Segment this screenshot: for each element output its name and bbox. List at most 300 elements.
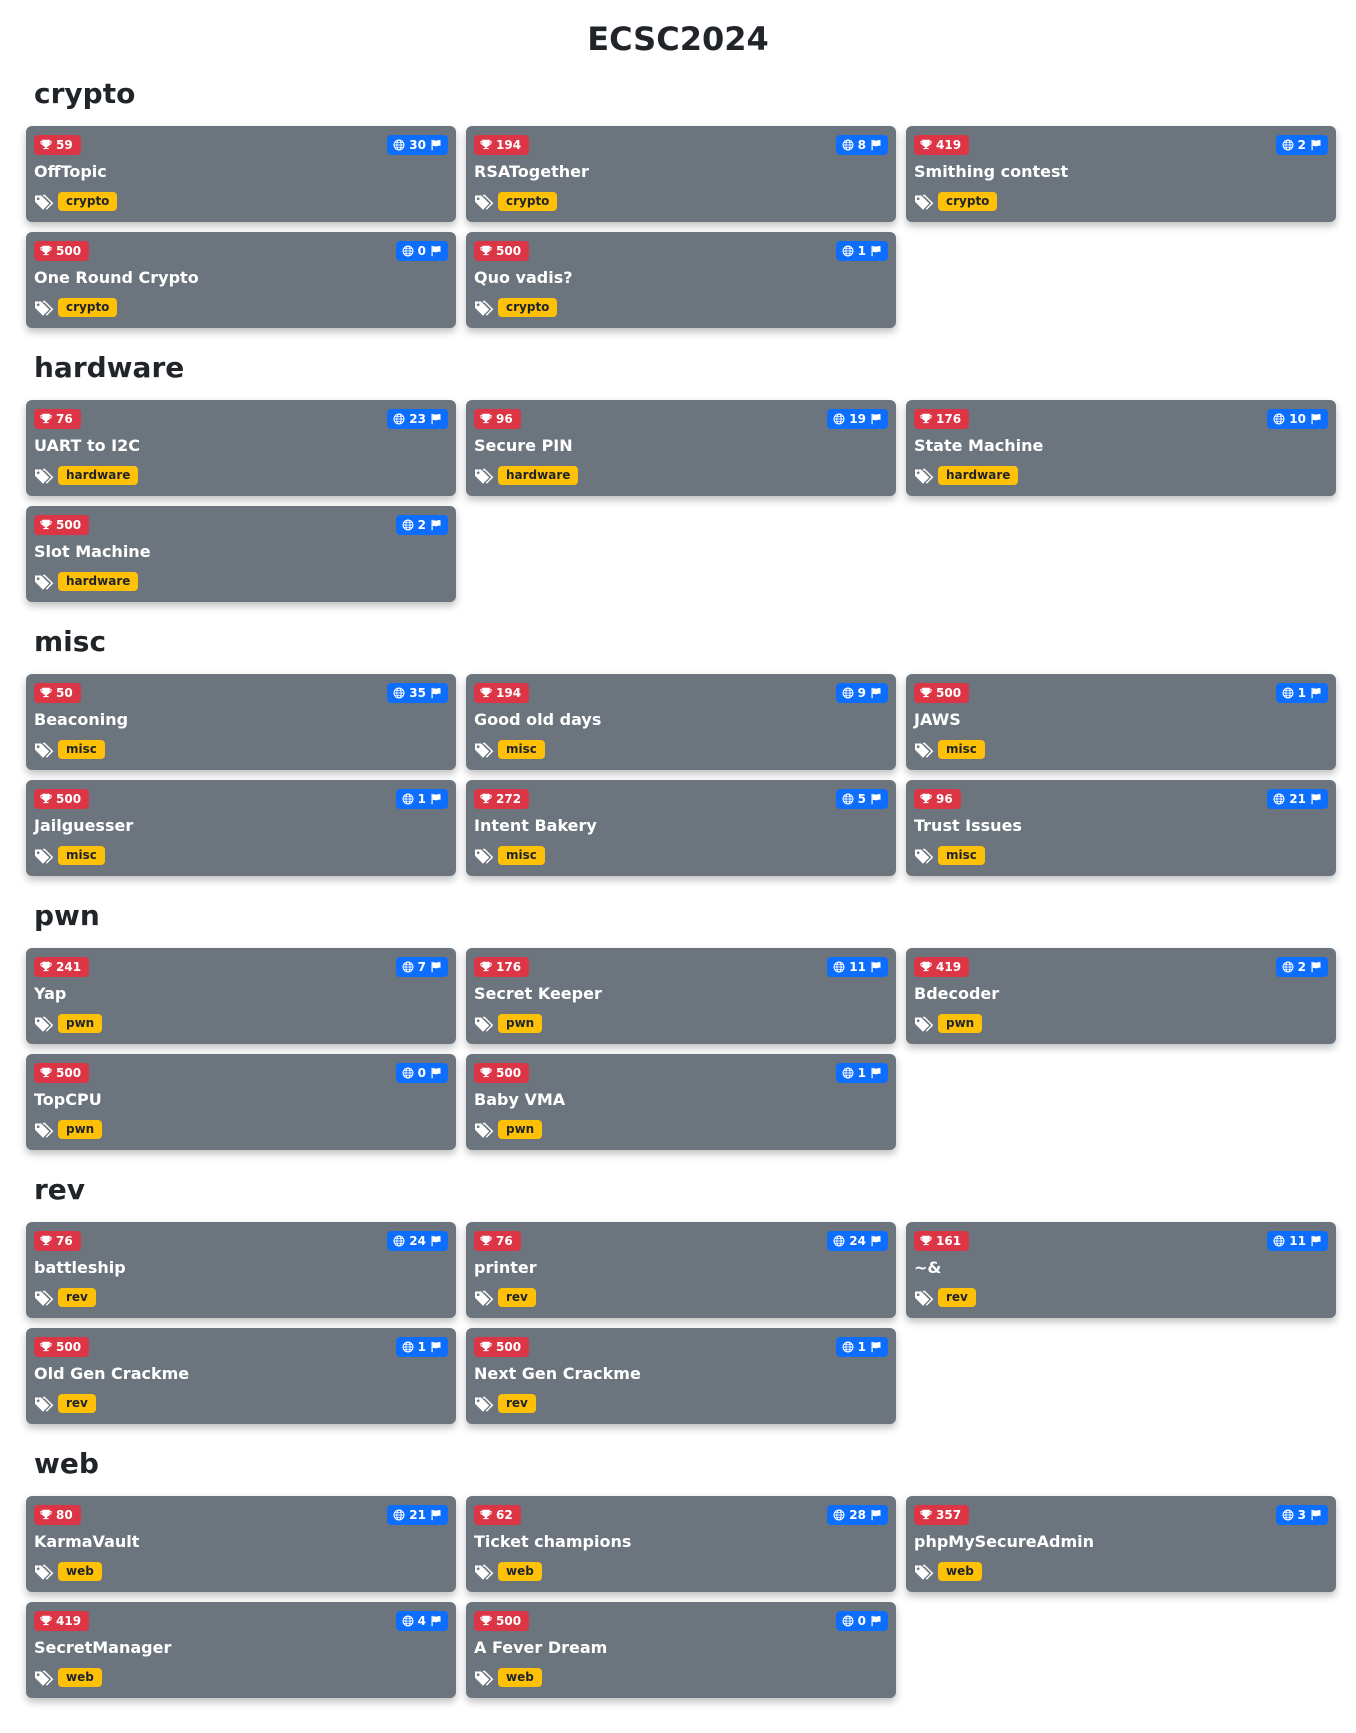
solves-badge: [1276, 1505, 1328, 1525]
tags-icon: [34, 1122, 54, 1138]
challenge-card[interactable]: [26, 506, 456, 602]
challenge-card[interactable]: [466, 1496, 896, 1592]
solves-value: 1: [857, 1066, 866, 1080]
flag-icon: [870, 1067, 882, 1079]
challenge-title: SecretManager: [34, 1638, 172, 1657]
tags-icon: [34, 1016, 54, 1032]
category-heading: misc: [34, 625, 107, 658]
category-tag[interactable]: crypto: [58, 298, 117, 317]
challenge-title: phpMySecureAdmin: [914, 1532, 1095, 1551]
category-tag[interactable]: web: [498, 1668, 542, 1687]
category-tag[interactable]: crypto: [498, 298, 557, 317]
tags-icon: [34, 300, 54, 316]
category-tag[interactable]: crypto: [498, 192, 557, 211]
solves-badge: [396, 957, 448, 977]
tags-icon: [474, 300, 494, 316]
category-tag[interactable]: hardware: [498, 466, 578, 485]
tags-icon: [914, 742, 934, 758]
trophy-icon: [40, 1615, 52, 1627]
points-badge: [914, 135, 969, 155]
flag-icon: [430, 139, 442, 151]
points-value: 419: [936, 138, 962, 152]
points-badge: [34, 1611, 89, 1631]
challenge-card[interactable]: [26, 232, 456, 328]
globe-icon: [402, 1067, 414, 1079]
challenge-title: Smithing contest: [914, 162, 1069, 181]
challenge-title: Old Gen Crackme: [34, 1364, 190, 1383]
points-badge: [34, 135, 81, 155]
challenge-title: ~&: [914, 1258, 942, 1277]
category-tag[interactable]: misc: [938, 740, 985, 759]
flag-icon: [1310, 413, 1322, 425]
flag-icon: [430, 1341, 442, 1353]
points-badge: [474, 241, 529, 261]
category-tag[interactable]: pwn: [938, 1014, 982, 1033]
challenge-card[interactable]: [906, 1222, 1336, 1318]
challenge-card[interactable]: [906, 1496, 1336, 1592]
solves-badge: [836, 1337, 888, 1357]
solves-badge: [387, 1505, 448, 1525]
solves-value: 3: [1297, 1508, 1306, 1522]
challenge-grid: [26, 1496, 1330, 1698]
flag-icon: [870, 1509, 882, 1521]
solves-value: 0: [417, 244, 426, 258]
globe-icon: [402, 1341, 414, 1353]
solves-value: 4: [417, 1614, 426, 1628]
points-value: 419: [936, 960, 962, 974]
challenge-title: State Machine: [914, 436, 1044, 455]
category-tag[interactable]: hardware: [938, 466, 1018, 485]
trophy-icon: [40, 1235, 52, 1247]
solves-value: 21: [409, 1508, 426, 1522]
challenge-title: Trust Issues: [914, 816, 1022, 835]
flag-icon: [430, 793, 442, 805]
solves-value: 1: [417, 792, 426, 806]
solves-value: 2: [417, 518, 426, 532]
trophy-icon: [40, 245, 52, 257]
challenge-grid: [26, 948, 1330, 1150]
page-title: ECSC2024: [587, 20, 769, 58]
tags-icon: [914, 194, 934, 210]
points-badge: [474, 957, 529, 977]
category-tag[interactable]: crypto: [938, 192, 997, 211]
tag-row: [914, 192, 997, 211]
challenge-card[interactable]: [466, 126, 896, 222]
tags-icon: [914, 1290, 934, 1306]
challenge-card[interactable]: [466, 1054, 896, 1150]
tag-row: [474, 1014, 542, 1033]
category-tag[interactable]: rev: [58, 1394, 96, 1413]
challenge-card[interactable]: [466, 1222, 896, 1318]
tags-icon: [474, 1670, 494, 1686]
solves-badge: [1267, 789, 1328, 809]
flag-icon: [1310, 1235, 1322, 1247]
solves-badge: [396, 1611, 448, 1631]
challenge-title: UART to I2C: [34, 436, 141, 455]
trophy-icon: [40, 413, 52, 425]
category-heading: rev: [34, 1173, 86, 1206]
category-tag[interactable]: misc: [498, 740, 545, 759]
challenge-card[interactable]: [26, 1328, 456, 1424]
tags-icon: [34, 1564, 54, 1580]
solves-value: 7: [417, 960, 426, 974]
trophy-icon: [920, 139, 932, 151]
trophy-icon: [480, 245, 492, 257]
points-value: 500: [56, 792, 82, 806]
tag-row: [34, 1120, 102, 1139]
globe-icon: [842, 793, 854, 805]
challenge-card[interactable]: [26, 948, 456, 1044]
tags-icon: [34, 1670, 54, 1686]
challenge-card[interactable]: [26, 674, 456, 770]
trophy-icon: [480, 1067, 492, 1079]
solves-value: 28: [849, 1508, 866, 1522]
trophy-icon: [40, 687, 52, 699]
trophy-icon: [920, 687, 932, 699]
flag-icon: [870, 413, 882, 425]
flag-icon: [430, 1067, 442, 1079]
challenge-card[interactable]: [906, 400, 1336, 496]
solves-value: 24: [849, 1234, 866, 1248]
flag-icon: [870, 961, 882, 973]
challenge-card[interactable]: [906, 948, 1336, 1044]
solves-value: 5: [857, 792, 866, 806]
challenge-card[interactable]: [26, 1602, 456, 1698]
flag-icon: [430, 245, 442, 257]
tags-icon: [34, 742, 54, 758]
flag-icon: [870, 1341, 882, 1353]
solves-badge: [836, 135, 888, 155]
tags-icon: [474, 1016, 494, 1032]
globe-icon: [833, 1509, 845, 1521]
solves-badge: [836, 1611, 888, 1631]
flag-icon: [430, 1235, 442, 1247]
points-value: 50: [56, 686, 73, 700]
flag-icon: [430, 413, 442, 425]
tags-icon: [914, 1564, 934, 1580]
points-value: 500: [56, 518, 82, 532]
category-tag[interactable]: rev: [938, 1288, 976, 1307]
flag-icon: [1310, 793, 1322, 805]
trophy-icon: [480, 687, 492, 699]
challenge-card[interactable]: [26, 400, 456, 496]
solves-badge: [836, 683, 888, 703]
globe-icon: [1282, 1509, 1294, 1521]
challenge-card[interactable]: [466, 400, 896, 496]
flag-icon: [870, 687, 882, 699]
category-section-misc: [26, 624, 1330, 876]
flag-icon: [430, 1615, 442, 1627]
trophy-icon: [480, 413, 492, 425]
solves-value: 21: [1289, 792, 1306, 806]
tag-row: [34, 192, 117, 211]
category-tag[interactable]: rev: [58, 1288, 96, 1307]
points-value: 96: [936, 792, 953, 806]
challenge-card[interactable]: [466, 780, 896, 876]
solves-badge: [836, 241, 888, 261]
solves-badge: [387, 683, 448, 703]
globe-icon: [393, 1509, 405, 1521]
challenge-card[interactable]: [26, 1222, 456, 1318]
points-value: 357: [936, 1508, 962, 1522]
flag-icon: [430, 687, 442, 699]
points-value: 96: [496, 412, 513, 426]
category-heading: crypto: [34, 77, 136, 110]
flag-icon: [1310, 961, 1322, 973]
tags-icon: [914, 848, 934, 864]
challenge-title: A Fever Dream: [474, 1638, 608, 1657]
points-value: 62: [496, 1508, 513, 1522]
category-tag[interactable]: web: [938, 1562, 982, 1581]
trophy-icon: [40, 961, 52, 973]
category-tag[interactable]: rev: [498, 1288, 536, 1307]
points-badge: [34, 789, 89, 809]
challenge-card[interactable]: [466, 674, 896, 770]
tag-row: [34, 846, 105, 865]
tag-row: [474, 192, 557, 211]
tags-icon: [34, 848, 54, 864]
globe-icon: [833, 413, 845, 425]
tag-row: [34, 740, 105, 759]
category-tag[interactable]: rev: [498, 1394, 536, 1413]
challenge-card[interactable]: [466, 232, 896, 328]
solves-value: 2: [1297, 960, 1306, 974]
category-tag[interactable]: hardware: [58, 572, 138, 591]
points-value: 176: [936, 412, 962, 426]
flag-icon: [870, 1615, 882, 1627]
tags-icon: [474, 742, 494, 758]
challenge-title: Ticket champions: [474, 1532, 632, 1551]
solves-badge: [396, 1337, 448, 1357]
solves-badge: [396, 789, 448, 809]
tags-icon: [34, 1396, 54, 1412]
category-tag[interactable]: hardware: [58, 466, 138, 485]
challenge-title: Intent Bakery: [474, 816, 597, 835]
points-badge: [34, 409, 81, 429]
category-tag[interactable]: pwn: [58, 1120, 102, 1139]
points-badge: [914, 1505, 969, 1525]
flag-icon: [430, 1509, 442, 1521]
tags-icon: [474, 1396, 494, 1412]
category-tag[interactable]: misc: [498, 846, 545, 865]
challenge-title: RSATogether: [474, 162, 589, 181]
globe-icon: [842, 1341, 854, 1353]
globe-icon: [402, 961, 414, 973]
trophy-icon: [480, 139, 492, 151]
solves-value: 24: [409, 1234, 426, 1248]
tag-row: [474, 846, 545, 865]
solves-value: 23: [409, 412, 426, 426]
points-value: 194: [496, 138, 522, 152]
solves-badge: [827, 409, 888, 429]
points-badge: [34, 957, 89, 977]
solves-value: 8: [857, 138, 866, 152]
tag-row: [34, 1394, 96, 1413]
category-section-pwn: [26, 898, 1330, 1150]
trophy-icon: [480, 1615, 492, 1627]
solves-value: 30: [409, 138, 426, 152]
category-tag[interactable]: web: [58, 1562, 102, 1581]
challenge-card[interactable]: [906, 780, 1336, 876]
category-heading: web: [34, 1447, 99, 1480]
category-tag[interactable]: pwn: [498, 1120, 542, 1139]
challenge-title: TopCPU: [34, 1090, 102, 1109]
category-section-hardware: [26, 350, 1330, 602]
tag-row: [34, 572, 138, 591]
category-tag[interactable]: pwn: [58, 1014, 102, 1033]
points-value: 161: [936, 1234, 962, 1248]
trophy-icon: [40, 1067, 52, 1079]
points-value: 76: [56, 1234, 73, 1248]
challenge-title: Yap: [34, 984, 67, 1003]
flag-icon: [1310, 139, 1322, 151]
challenge-title: JAWS: [914, 710, 961, 729]
solves-badge: [1267, 1231, 1328, 1251]
trophy-icon: [40, 793, 52, 805]
challenge-title: OffTopic: [34, 162, 107, 181]
challenge-card[interactable]: [466, 1602, 896, 1698]
flag-icon: [1310, 687, 1322, 699]
tag-row: [914, 1288, 976, 1307]
category-tag[interactable]: pwn: [498, 1014, 542, 1033]
category-section-crypto: [26, 76, 1330, 328]
tag-row: [474, 1562, 542, 1581]
category-tag[interactable]: web: [58, 1668, 102, 1687]
solves-value: 1: [857, 1340, 866, 1354]
points-badge: [34, 241, 89, 261]
points-badge: [474, 135, 529, 155]
trophy-icon: [920, 1509, 932, 1521]
tags-icon: [34, 194, 54, 210]
solves-value: 2: [1297, 138, 1306, 152]
trophy-icon: [40, 1509, 52, 1521]
challenge-card[interactable]: [26, 780, 456, 876]
category-tag[interactable]: misc: [58, 740, 105, 759]
points-value: 500: [56, 244, 82, 258]
globe-icon: [393, 687, 405, 699]
solves-badge: [836, 789, 888, 809]
solves-value: 9: [857, 686, 866, 700]
globe-icon: [393, 413, 405, 425]
challenge-title: Secret Keeper: [474, 984, 602, 1003]
solves-badge: [1276, 135, 1328, 155]
solves-value: 19: [849, 412, 866, 426]
flag-icon: [870, 139, 882, 151]
category-heading: hardware: [34, 351, 185, 384]
points-badge: [474, 1063, 529, 1083]
points-badge: [474, 683, 529, 703]
globe-icon: [833, 961, 845, 973]
challenge-card[interactable]: [906, 126, 1336, 222]
trophy-icon: [920, 961, 932, 973]
tags-icon: [34, 574, 54, 590]
globe-icon: [1273, 1235, 1285, 1247]
challenge-title: battleship: [34, 1258, 126, 1277]
challenge-title: Jailguesser: [34, 816, 134, 835]
challenge-card[interactable]: [466, 1328, 896, 1424]
category-section-web: [26, 1446, 1330, 1698]
flag-icon: [870, 793, 882, 805]
solves-badge: [827, 957, 888, 977]
challenge-title: Bdecoder: [914, 984, 1000, 1003]
points-value: 59: [56, 138, 73, 152]
category-tag[interactable]: misc: [58, 846, 105, 865]
globe-icon: [402, 1615, 414, 1627]
globe-icon: [402, 245, 414, 257]
solves-value: 1: [1297, 686, 1306, 700]
points-value: 500: [936, 686, 962, 700]
challenge-title: Quo vadis?: [474, 268, 573, 287]
points-value: 176: [496, 960, 522, 974]
challenge-title: Beaconing: [34, 710, 129, 729]
points-badge: [34, 683, 81, 703]
points-value: 500: [496, 1614, 522, 1628]
category-tag[interactable]: crypto: [58, 192, 117, 211]
points-badge: [914, 1231, 969, 1251]
trophy-icon: [480, 1235, 492, 1247]
challenge-card[interactable]: [26, 1496, 456, 1592]
challenge-card[interactable]: [906, 674, 1336, 770]
globe-icon: [842, 139, 854, 151]
challenge-title: Baby VMA: [474, 1090, 566, 1109]
tag-row: [474, 740, 545, 759]
points-value: 272: [496, 792, 522, 806]
tag-row: [914, 1014, 982, 1033]
tag-row: [34, 1288, 96, 1307]
globe-icon: [1282, 961, 1294, 973]
flag-icon: [430, 519, 442, 531]
points-badge: [914, 957, 969, 977]
globe-icon: [842, 245, 854, 257]
solves-value: 35: [409, 686, 426, 700]
flag-icon: [870, 1235, 882, 1247]
tags-icon: [474, 468, 494, 484]
challenge-card[interactable]: [466, 948, 896, 1044]
tags-icon: [474, 1122, 494, 1138]
category-tag[interactable]: web: [498, 1562, 542, 1581]
solves-value: 11: [1289, 1234, 1306, 1248]
globe-icon: [402, 793, 414, 805]
solves-badge: [387, 409, 448, 429]
challenge-title: KarmaVault: [34, 1532, 140, 1551]
tag-row: [34, 466, 138, 485]
tag-row: [34, 298, 117, 317]
challenge-grid: [26, 400, 1330, 602]
points-value: 194: [496, 686, 522, 700]
challenge-card[interactable]: [26, 126, 456, 222]
globe-icon: [1282, 687, 1294, 699]
globe-icon: [1273, 413, 1285, 425]
points-value: 500: [496, 244, 522, 258]
challenge-title: printer: [474, 1258, 537, 1277]
tags-icon: [474, 1564, 494, 1580]
trophy-icon: [40, 519, 52, 531]
challenge-card[interactable]: [26, 1054, 456, 1150]
solves-badge: [1267, 409, 1328, 429]
category-tag[interactable]: misc: [938, 846, 985, 865]
solves-badge: [836, 1063, 888, 1083]
solves-badge: [387, 135, 448, 155]
points-badge: [914, 409, 969, 429]
challenge-title: Next Gen Crackme: [474, 1364, 641, 1383]
solves-value: 11: [849, 960, 866, 974]
tag-row: [914, 466, 1018, 485]
trophy-icon: [480, 1341, 492, 1353]
solves-badge: [1276, 957, 1328, 977]
points-value: 241: [56, 960, 82, 974]
challenge-title: Secure PIN: [474, 436, 573, 455]
points-value: 500: [496, 1340, 522, 1354]
